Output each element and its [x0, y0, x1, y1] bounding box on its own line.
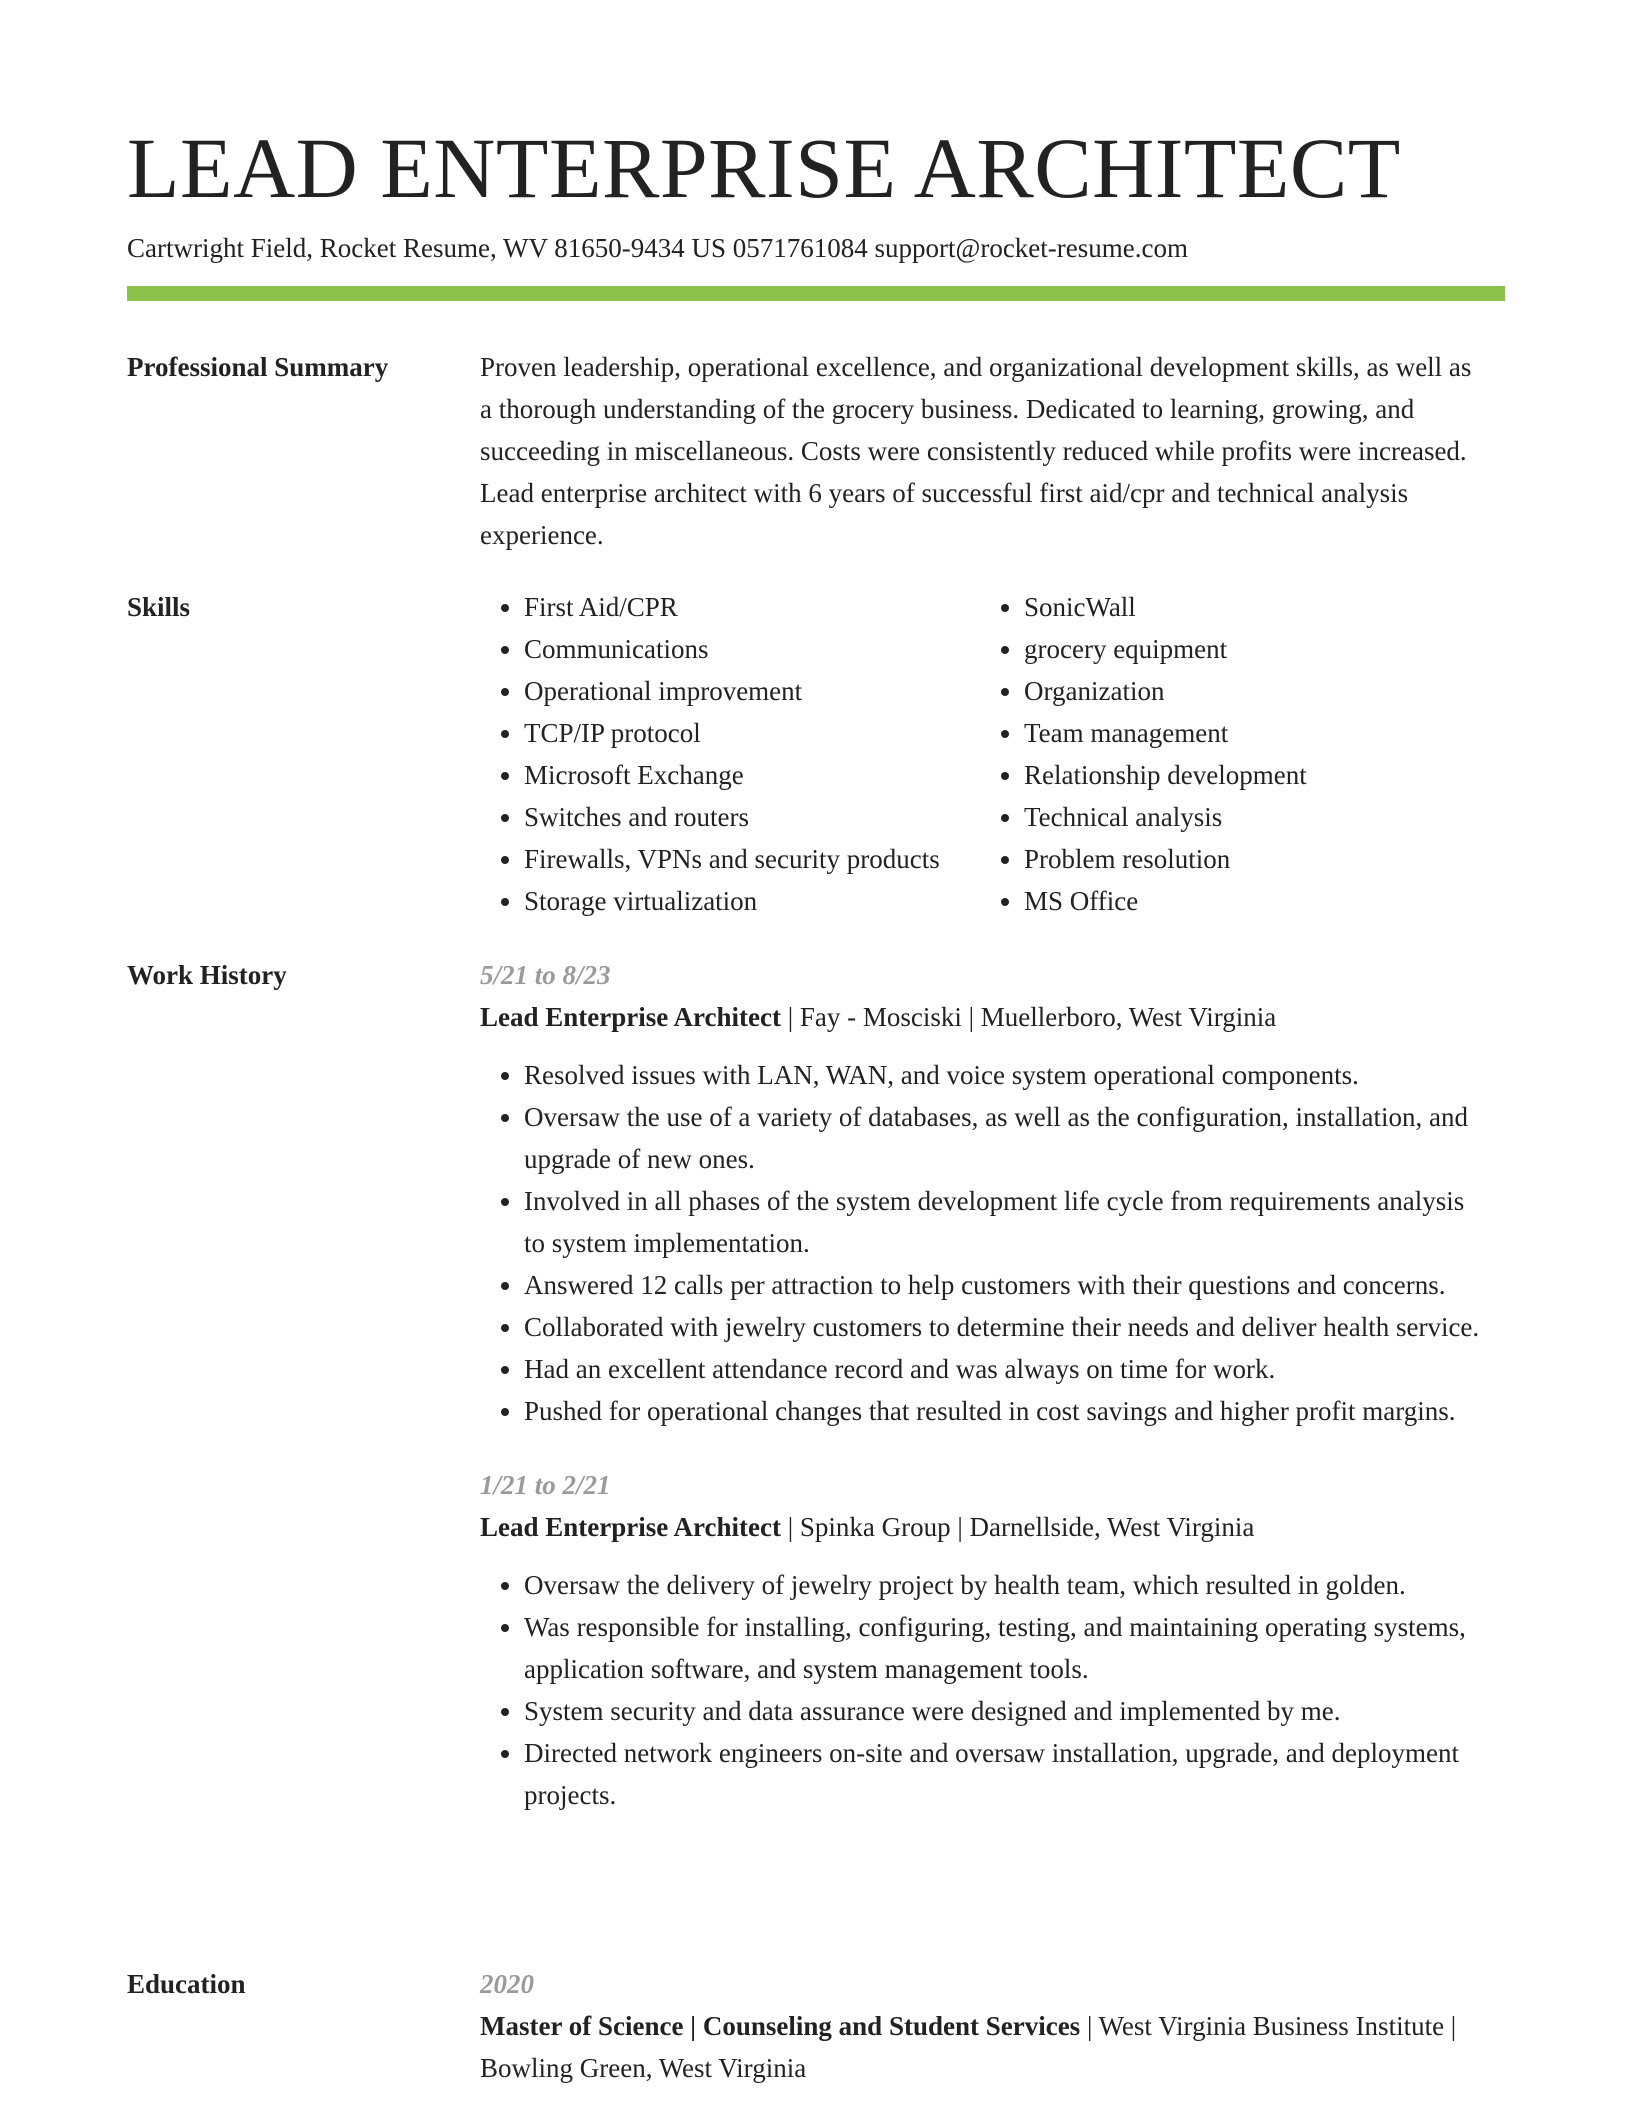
job-dates: 5/21 to 8/23: [480, 960, 611, 990]
job-bullet: • Collaborated with jewelry customers to determine their needs and deliver health service.: [524, 1306, 1480, 1348]
skill-item: • MS Office: [1024, 880, 1480, 922]
section-title-work: Work History: [127, 960, 287, 990]
skill-item: • Organization: [1024, 670, 1480, 712]
job-dates: 1/21 to 2/21: [480, 1470, 611, 1500]
job-bullet: • Oversaw the use of a variety of databases, as well as the configuration, installation, and upgrade of new ones.: [524, 1096, 1480, 1180]
job-bullet-list: [480, 1054, 1480, 1432]
skill-item: • Storage virtualization: [524, 880, 980, 922]
job-bullet: • Answered 12 calls per attraction to help customers with their questions and concerns.: [524, 1264, 1480, 1306]
skill-item: • Communications: [524, 628, 980, 670]
job-entry: [480, 1464, 1480, 1816]
section-title-education: Education: [127, 1969, 246, 1999]
skill-item: • Operational improvement: [524, 670, 980, 712]
job-details: | Spinka Group | Darnellside, West Virginia: [780, 1512, 1255, 1542]
job-bullet: • Involved in all phases of the system development life cycle from requirements analysis to system implementation.: [524, 1180, 1480, 1264]
education-line: [480, 2005, 1480, 2089]
job-role: Lead Enterprise Architect: [480, 1002, 781, 1032]
education-degree: Master of Science | Counseling and Student Services: [480, 2011, 1081, 2041]
skill-item: • Problem resolution: [1024, 838, 1480, 880]
skill-item: • TCP/IP protocol: [524, 712, 980, 754]
job-title-line: [480, 996, 1480, 1038]
section-title-skills: Skills: [127, 592, 191, 622]
skills-list-right: [980, 586, 1480, 922]
job-entry: [480, 954, 1480, 1432]
job-bullet: • Directed network engineers on-site and oversaw installation, upgrade, and deployment projects.: [524, 1732, 1480, 1816]
job-bullet: • Was responsible for installing, configuring, testing, and maintaining operating systems, application software, and system management tools.: [524, 1606, 1480, 1690]
skill-item: • grocery equipment: [1024, 628, 1480, 670]
section-title-summary: Professional Summary: [127, 352, 389, 382]
summary-body: [480, 346, 1480, 556]
skills-list-left: [480, 586, 980, 922]
skill-item: • Switches and routers: [524, 796, 980, 838]
education-year: 2020: [480, 1969, 534, 1999]
skill-item: • Firewalls, VPNs and security products: [524, 838, 980, 880]
summary-text: Proven leadership, operational excellence, and organizational development skills, as well as a thorough understanding of the grocery business. Dedicated to learning, growing, and succeeding in miscellaneous. Costs were consistently reduced while profits were increased. Lead enterprise architect with 6 years of successful first aid/cpr and technical analysis experience.: [480, 352, 1472, 550]
job-title-line: [480, 1506, 1480, 1548]
skill-item: • Technical analysis: [1024, 796, 1480, 838]
skills-body: [480, 586, 1480, 922]
education-institution: | West Virginia Business Institute | Bowling Green, West Virginia: [480, 2011, 1457, 2083]
skill-item: • SonicWall: [1024, 586, 1480, 628]
job-bullet-list: [480, 1564, 1480, 1816]
resume-name-heading: LEAD ENTERPRISE ARCHITECT: [127, 120, 1401, 216]
work-body: [480, 954, 1480, 1816]
contact-line: Cartwright Field, Rocket Resume, WV 81650-9434 US 0571761084 support@rocket-resume.com: [127, 233, 1188, 263]
skill-item: • Microsoft Exchange: [524, 754, 980, 796]
skill-item: • Relationship development: [1024, 754, 1480, 796]
education-body: [480, 1963, 1480, 2089]
job-details: | Fay - Mosciski | Muellerboro, West Virginia: [780, 1002, 1277, 1032]
job-bullet: • Had an excellent attendance record and was always on time for work.: [524, 1348, 1480, 1390]
skills-grid: [480, 586, 1480, 922]
job-bullet: • Pushed for operational changes that resulted in cost savings and higher profit margins.: [524, 1390, 1480, 1432]
job-bullet: • Resolved issues with LAN, WAN, and voice system operational components.: [524, 1054, 1480, 1096]
skill-item: • Team management: [1024, 712, 1480, 754]
header-divider: [127, 286, 1505, 301]
job-role: Lead Enterprise Architect: [480, 1512, 781, 1542]
job-bullet: • System security and data assurance were designed and implemented by me.: [524, 1690, 1480, 1732]
job-bullet: • Oversaw the delivery of jewelry project by health team, which resulted in golden.: [524, 1564, 1480, 1606]
skill-item: • First Aid/CPR: [524, 586, 980, 628]
